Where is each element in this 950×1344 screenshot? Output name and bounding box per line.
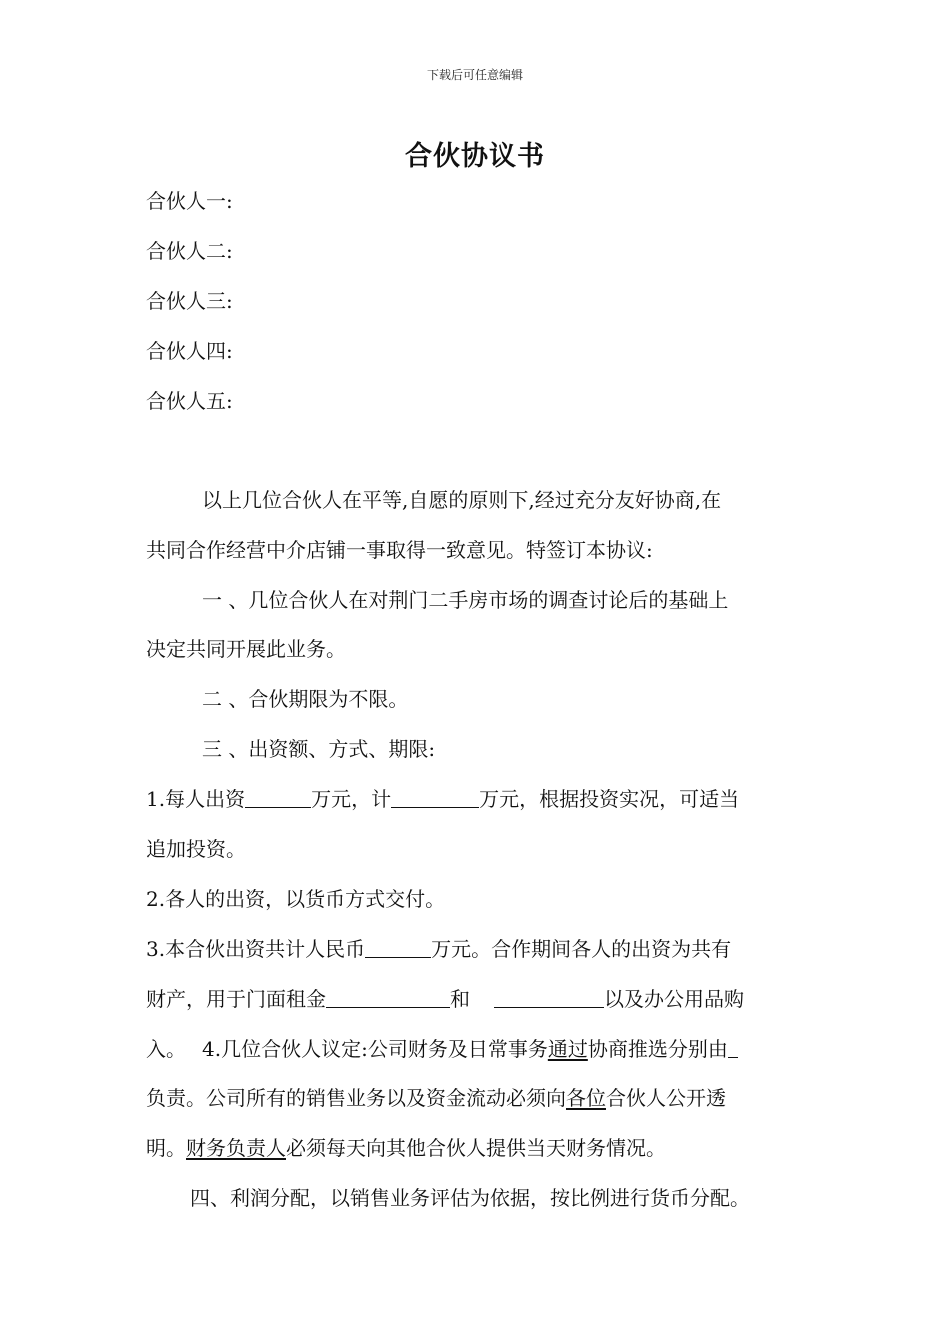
item-4-text-c: 负责。公司所有的销售业务以及资金流动必须向 <box>146 1086 566 1110</box>
partner-4-line: 合伙人四: <box>146 339 233 363</box>
item-4-text-f: 必须每天向其他合伙人提供当天财务情况。 <box>286 1136 666 1160</box>
item-3-text-e: 以及办公用品购 <box>604 987 744 1011</box>
item-3-text-f: 入。 <box>146 1037 186 1061</box>
intro-line-1: 以上几位合伙人在平等,自愿的原则下,经过充分友好协商,在 <box>202 488 722 512</box>
partner-2-line: 合伙人二: <box>146 239 233 263</box>
partner-1-line: 合伙人一: <box>146 189 233 213</box>
clause-4: 四、利润分配，以销售业务评估为依据，按比例进行货币分配。 <box>190 1186 750 1210</box>
intro-line-2: 共同合作经营中介店铺一事取得一致意见。特签订本协议: <box>146 538 653 562</box>
item-4-underlined-2: 各位 <box>566 1086 606 1110</box>
header-note: 下载后可任意编辑 <box>426 68 523 82</box>
item-4-text-d: 合伙人公开透 <box>606 1086 726 1110</box>
clause-1-line-2: 决定共同开展此业务。 <box>146 637 346 661</box>
clause-3-item-3 <box>146 934 731 964</box>
blank-capital-amount <box>365 935 431 958</box>
clause-1-line-1: 一 、几位合伙人在对荆门二手房市场的调查讨论后的基础上 <box>202 588 729 612</box>
blank-responsible-person <box>728 1035 738 1058</box>
item-4-text-b: 协商推选分别由 <box>587 1037 728 1061</box>
blank-office-amount <box>494 985 604 1008</box>
item-4-underlined-1: 通过 <box>547 1037 588 1061</box>
blank-total-amount <box>391 785 479 808</box>
item-4-text-a: 4.几位合伙人议定:公司财务及日常事务 <box>202 1037 548 1061</box>
blank-rent-amount <box>326 985 450 1008</box>
clause-3-item-4-line-3 <box>146 1133 666 1163</box>
document-title: 合伙协议书 <box>405 141 545 172</box>
partner-5-line: 合伙人五: <box>146 389 233 413</box>
item-3-text-b: 万元。合作期间各人的出资为共有 <box>431 937 732 961</box>
clause-2: 二 、合伙期限为不限。 <box>202 687 409 711</box>
item-4-text-e: 明。 <box>146 1136 186 1160</box>
clause-3-heading: 三 、出资额、方式、期限: <box>202 737 436 761</box>
clause-3-item-4-line-2 <box>146 1083 726 1113</box>
item-4-underlined-3: 财务负责人 <box>186 1136 286 1160</box>
clause-3-item-1 <box>146 784 739 814</box>
blank-per-person-amount <box>245 785 311 808</box>
item-3-text-d: 和 <box>450 987 470 1011</box>
item-3-text-a: 3.本合伙出资共计人民币 <box>146 937 366 961</box>
item-3-text-c: 财产，用于门面租金 <box>146 987 326 1011</box>
clause-3-item-3-line-2 <box>146 984 744 1014</box>
clause-3-item-1-line-2: 追加投资。 <box>146 837 246 861</box>
clause-3-item-2: 2.各人的出资，以货币方式交付。 <box>146 887 446 911</box>
item-1-text-c: 万元，根据投资实况，可适当 <box>479 787 740 811</box>
item-1-text-b: 万元，计 <box>311 787 392 811</box>
item-1-text-a: 1.每人出资 <box>146 787 246 811</box>
clause-3-item-3-4-line <box>146 1034 738 1064</box>
partner-3-line: 合伙人三: <box>146 289 233 313</box>
